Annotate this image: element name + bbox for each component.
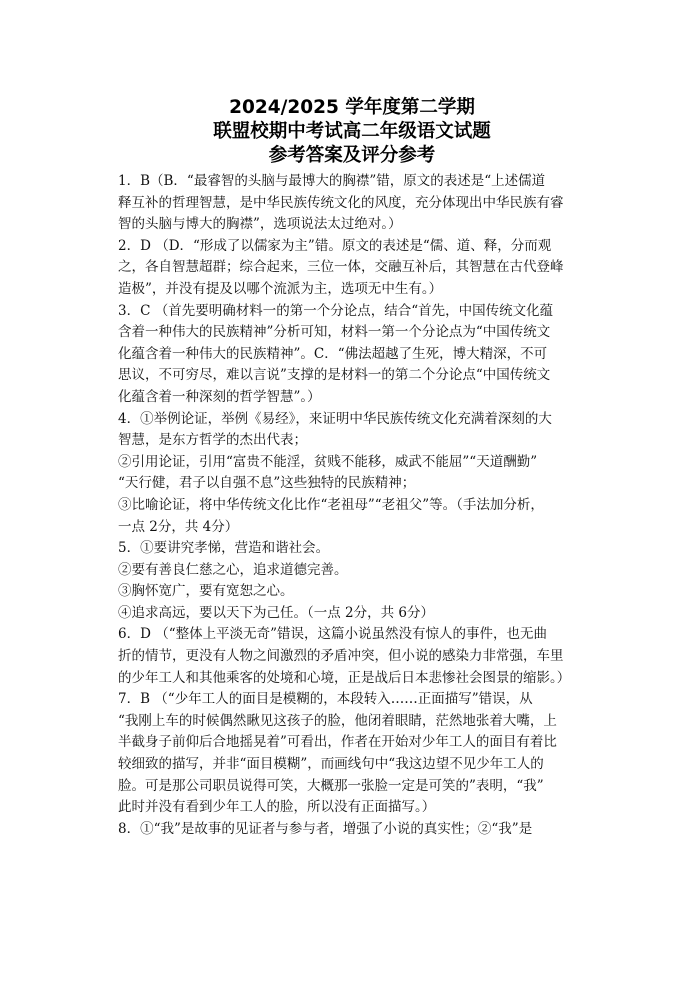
answer-2	[118, 236, 586, 301]
answer-6	[118, 624, 586, 689]
answer-key-title: 参考答案及评分参考	[268, 145, 436, 166]
text-line: 化蕴含着一种伟大的民族精神”。C．“佛法超越了生死，博大精深，不可	[118, 345, 548, 362]
document-header	[118, 96, 586, 168]
text-line: 脸。可是那公司职员说得可笑，大概那一张脸一定是可笑的”表明，“我”	[118, 777, 544, 794]
answer-1	[118, 171, 586, 236]
text-line: 思议，不可穷尽，难以言说”支撑的是材料一的第二个分论点“中国传统文	[118, 367, 551, 384]
text-line: ③胸怀宽广，要有宽恕之心。	[118, 583, 294, 600]
text-line: ②引用论证，引用“富贵不能淫，贫贱不能移，威武不能屈”“天道酬勤”	[118, 453, 538, 470]
text-line: 的少年工人和其他乘客的处境和心境，正是战后日本悲惨社会图景的缩影。）	[118, 669, 571, 686]
text-line: 7．B （“少年工人的面目是模糊的，本段转入……正面描写”错误，从	[118, 691, 533, 708]
text-line: 化蕴含着一种深刻的哲学智慧”。）	[118, 388, 321, 405]
answer-5	[118, 538, 586, 624]
text-line: “天行健，君子以自强不息”这些独特的民族精神；	[118, 475, 416, 492]
answer-8	[118, 819, 586, 841]
text-line: “我刚上车的时候偶然瞅见这孩子的脸，他闭着眼睛，茫然地张着大嘴，上	[118, 712, 557, 729]
text-line: 智慧，是东方哲学的杰出代表；	[118, 432, 307, 449]
text-line: 较细致的描写，并非“面目模糊”，而画线句中“我这边望不见少年工人的	[118, 756, 544, 773]
text-line: 5．①要讲究孝悌，营造和谐社会。	[118, 540, 330, 557]
text-line: 此时并没有看到少年工人的脸，所以没有正面描写。）	[118, 799, 436, 816]
answer-7	[118, 689, 586, 819]
text-line: 释互补的哲理智慧，是中华民族传统文化的风度，充分体现出中华民族有睿	[118, 194, 564, 211]
text-line: ②要有善良仁慈之心，追求道德完善。	[118, 561, 348, 578]
text-line: 半截身子前仰后合地摇晃着”可看出，作者在开始对少年工人的面目有着比	[118, 734, 557, 751]
text-line: 折的情节，更没有人物之间激烈的矛盾冲突，但小说的感染力非常强，车里	[118, 648, 564, 665]
text-line: 6．D （“整体上平淡无奇”错误，这篇小说虽然没有惊人的事件，也无曲	[118, 626, 548, 643]
term-title: 2024/2025 学年度第二学期	[229, 97, 475, 118]
text-line: 智的头脑与博大的胸襟”，选项说法太过绝对。）	[118, 216, 402, 233]
text-line: 之，各自智慧超群；综合起来，三位一体，交融互补后，其智慧在古代登峰	[118, 259, 564, 276]
text-line: 造极”，并没有提及以哪个流派为主，选项无中生有。）	[118, 280, 443, 297]
text-line: 8．①“我”是故事的见证者与参与者，增强了小说的真实性；②“我”是	[118, 820, 533, 837]
text-line: 1．B（B．“最睿智的头脑与最博大的胸襟”错，原文的表述是“上述儒道	[118, 173, 546, 189]
answer-body	[118, 171, 586, 840]
answer-3	[118, 301, 586, 409]
answer-4	[118, 409, 586, 539]
text-line: 一点 2分，共 4分）	[118, 518, 239, 535]
text-line: 2．D （D．“形成了以儒家为主”错。原文的表述是“儒、道、释，分而观	[118, 237, 552, 254]
exam-title: 联盟校期中考试高二年级语文试题	[213, 121, 491, 142]
text-line: 含着一种伟大的民族精神”分析可知，材料一第一个分论点为“中国传统文	[118, 324, 551, 341]
text-line: ③比喻论证，将中华传统文化比作“老祖母”“老祖父”等。（手法加分析，	[118, 496, 544, 513]
text-line: 3．C （首先要明确材料一的第一个分论点，结合“首先，中国传统文化蕴	[118, 302, 554, 319]
text-line: 4．①举例论证，举例《易经》，来证明中华民族传统文化充满着深刻的大	[118, 410, 552, 427]
text-line: ④追求高远，要以天下为己任。（一点 2分，共 6分）	[118, 604, 435, 621]
